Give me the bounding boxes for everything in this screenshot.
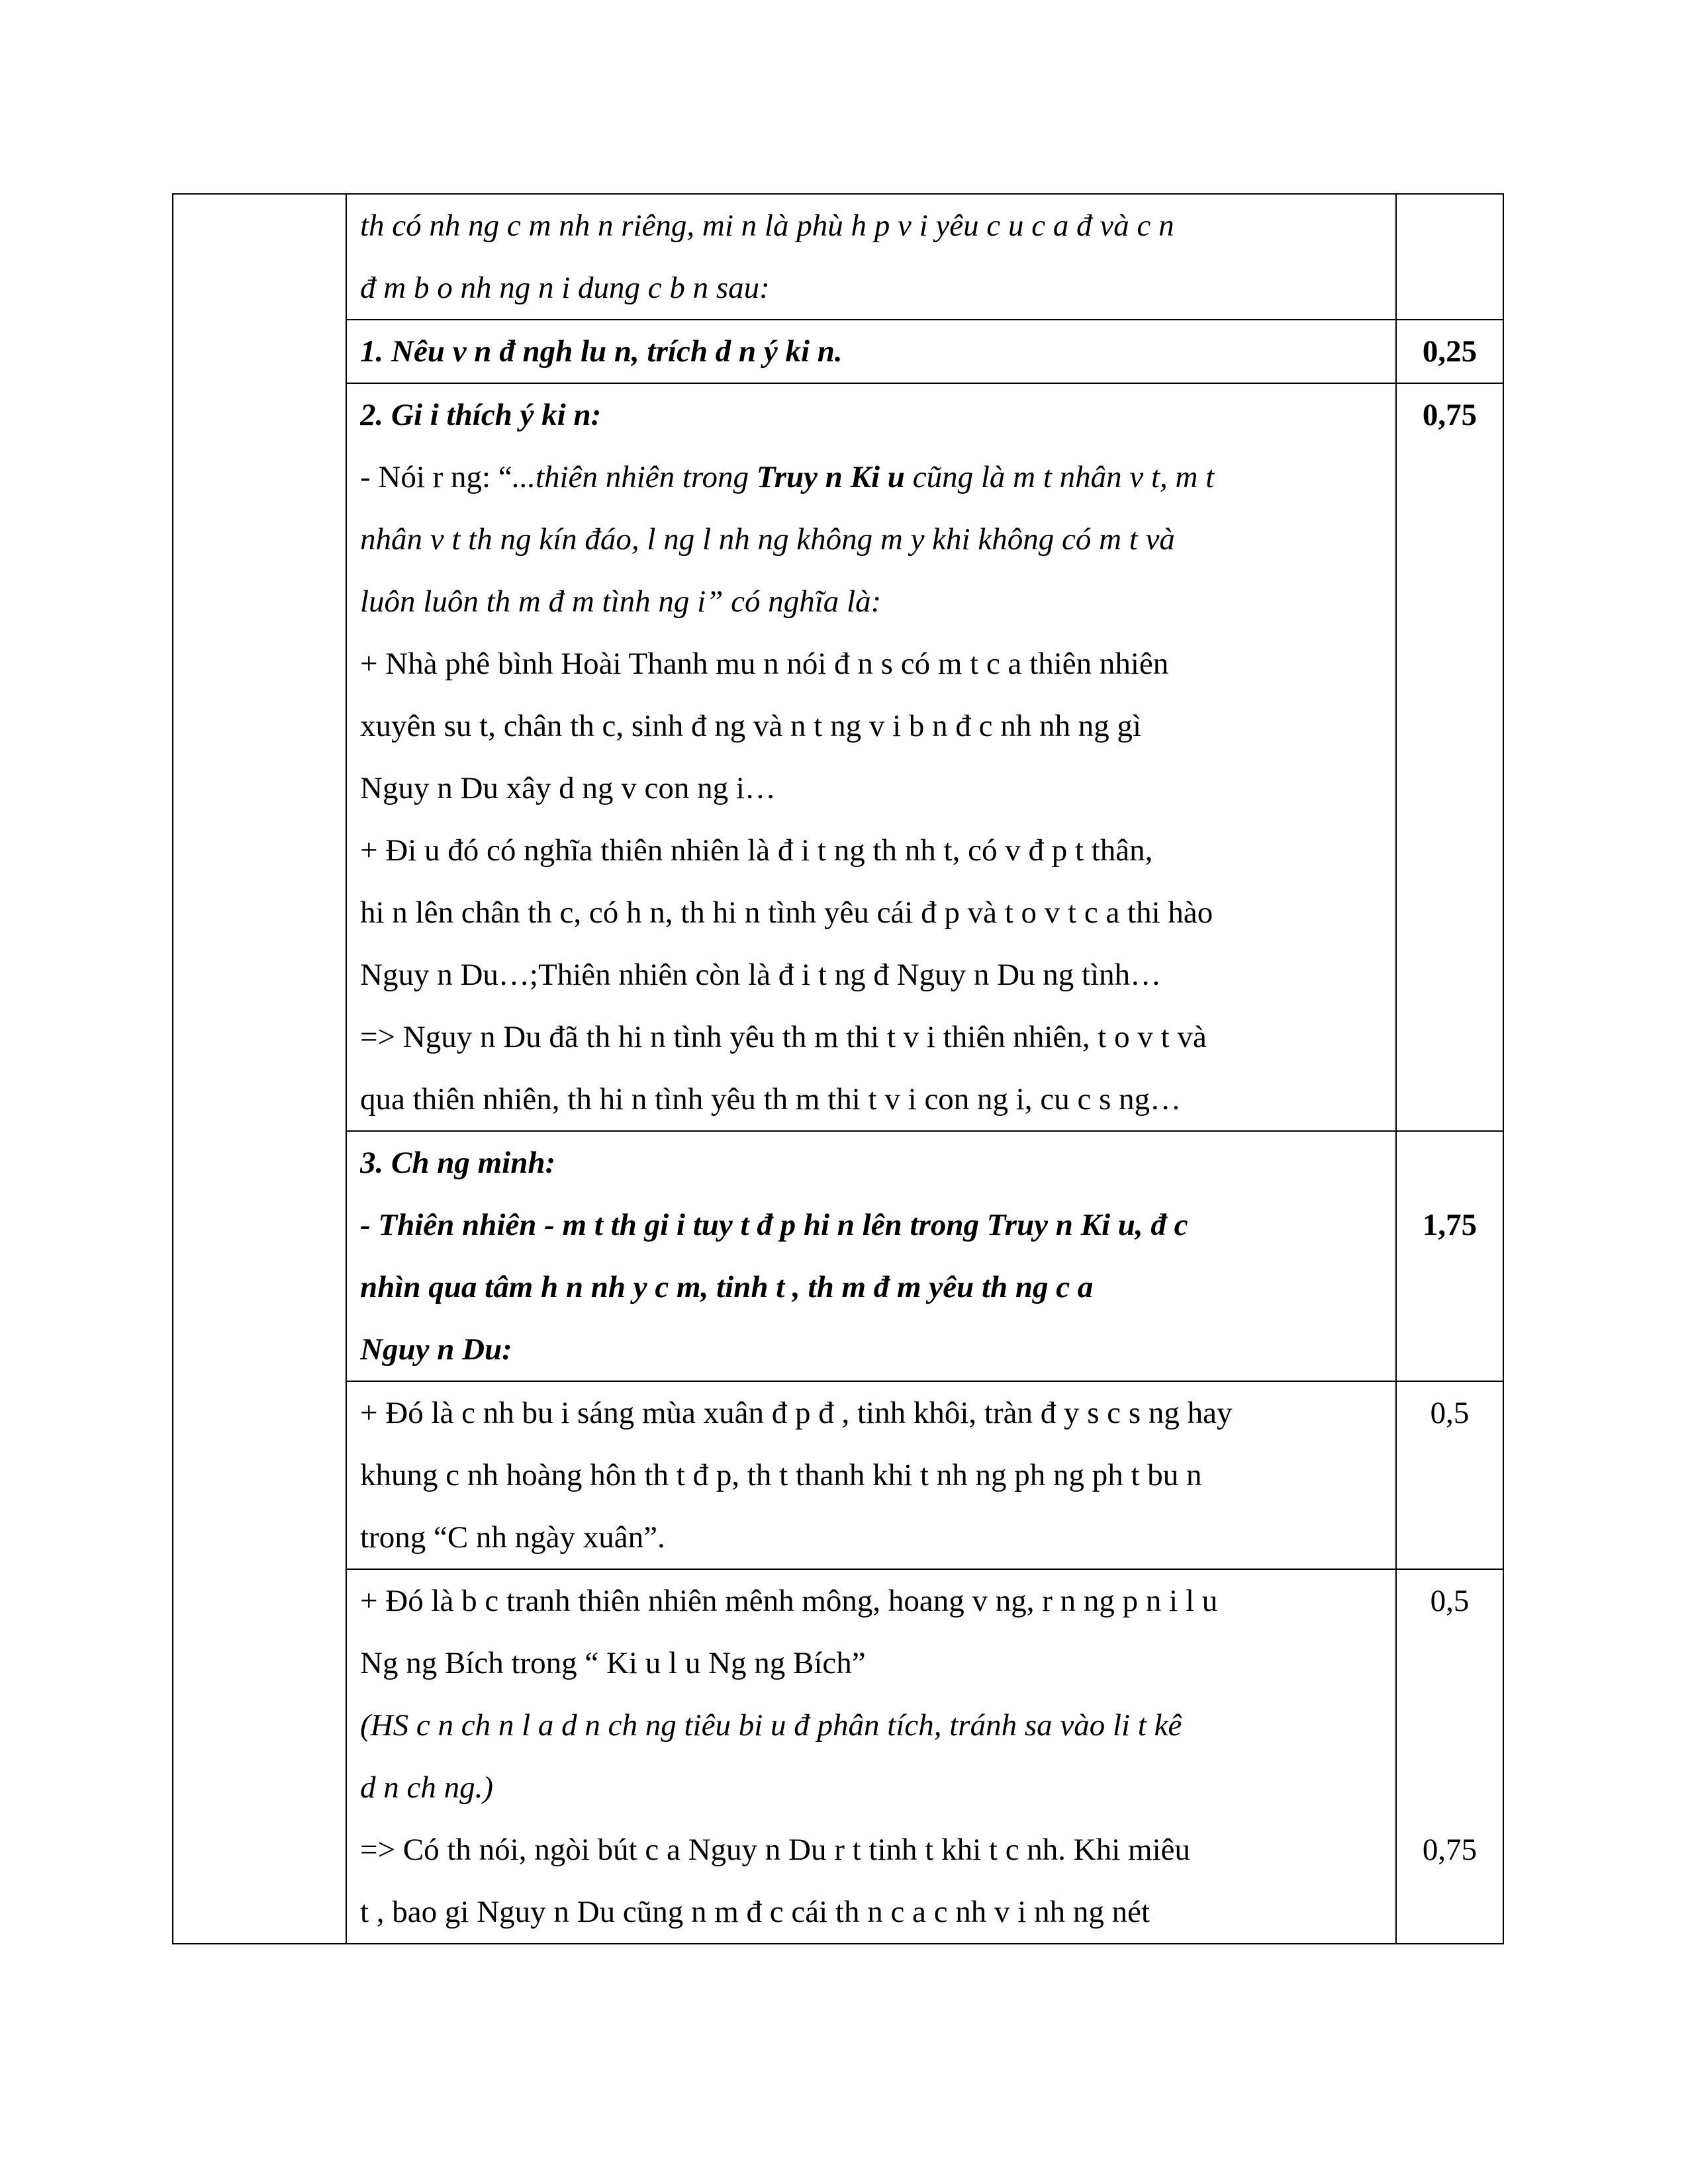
section-heading: 3. Ch ng minh: (360, 1146, 556, 1180)
text-line: Nguy n Du…;Thiên nhiên còn là đ i t ng đ Nguy n Du ng tình… (360, 958, 1162, 992)
text-line: t , bao gi Nguy n Du cũng n m đ c cái th n c a c nh v i nh ng nét (360, 1895, 1150, 1929)
grading-table (172, 193, 1504, 1944)
score-cell (1396, 320, 1503, 383)
point-cell (346, 1569, 1396, 1944)
text-line: - Thiên nhiên - m t th gi i tuy t đ p hi n lên trong Truy n Ki u, đ c (360, 1208, 1188, 1242)
text-line: xuyên su t, chân th c, sinh đ ng và n t ng v i b n đ c nh nh ng gì (360, 709, 1142, 743)
quote-line (360, 446, 1381, 508)
section-2-cell (346, 383, 1396, 1131)
score-value: 0,5 (1430, 1396, 1470, 1430)
section-heading: 1. Nêu v n đ ngh lu n, trích d n ý ki n. (360, 334, 843, 369)
text-line: qua thiên nhiên, th hi n tình yêu th m thi t v i con ng i, cu c s ng… (360, 1082, 1182, 1116)
quote-prefix: - Nói r ng: “ (360, 460, 512, 494)
score-cell (1396, 1381, 1503, 1569)
table-row (173, 194, 1503, 320)
text-line: th có nh ng c m nh n riêng, mi n là phù h p v i yêu c u c a đ và c n (360, 208, 1174, 243)
text-line: Nguy n Du: (360, 1332, 512, 1367)
text-line: khung c nh hoàng hôn th t đ p, th t thanh khi t nh ng ph ng ph t bu n (360, 1458, 1202, 1492)
quote-text: cũng là m t nhân v t, m t (904, 460, 1215, 494)
table-row (173, 383, 1503, 1131)
intro-cell (346, 194, 1396, 320)
section-1-cell (346, 320, 1396, 383)
quote-title: Truy n Ki u (756, 460, 905, 494)
table-row (173, 1381, 1503, 1569)
text-line: => Có th nói, ngòi bút c a Nguy n Du r t tinh t khi t c nh. Khi miêu (360, 1833, 1191, 1867)
text-line: + Nhà phê bình Hoài Thanh mu n nói đ n s có m t c a thiên nhiên (360, 647, 1169, 681)
text-line: + Đó là b c tranh thiên nhiên mênh mông, hoang v ng, r n ng p n i l u (360, 1584, 1218, 1618)
score-value: 1,75 (1422, 1208, 1477, 1242)
score-value: 0,75 (1422, 1833, 1477, 1867)
score-cell (1396, 1131, 1503, 1381)
text-line: nhìn qua tâm h n nh y c m, tinh t , th m đ m yêu th ng c a (360, 1270, 1094, 1304)
text-line: Ng ng Bích trong “ Ki u l u Ng ng Bích” (360, 1646, 866, 1680)
score-value: 0,5 (1430, 1584, 1470, 1618)
table-row (173, 1131, 1503, 1381)
text-line: nhân v t th ng kín đáo, l ng l nh ng không m y khi không có m t và (360, 522, 1175, 557)
left-empty-column (173, 194, 346, 1944)
text-line: (HS c n ch n l a d n ch ng tiêu bi u đ phân tích, tránh sa vào li t kê (360, 1708, 1182, 1743)
text-line: + Đi u đó có nghĩa thiên nhiên là đ i t ng th nh t, có v đ p t thân, (360, 833, 1153, 868)
text-line: hi n lên chân th c, có h n, th hi n tình yêu cái đ p và t o v t c a thi hào (360, 895, 1213, 930)
text-line: + Đó là c nh bu i sáng mùa xuân đ p đ , tinh khôi, tràn đ y s c s ng hay (360, 1396, 1233, 1430)
text-line: Nguy n Du xây d ng v con ng i… (360, 771, 776, 805)
point-cell (346, 1381, 1396, 1569)
score-cell (1396, 194, 1503, 320)
section-heading: 2. Gi i thích ý ki n: (360, 398, 602, 432)
score-cell (1396, 383, 1503, 1131)
text-line: => Nguy n Du đã th hi n tình yêu th m thi t v i thiên nhiên, t o v t và (360, 1020, 1207, 1054)
text-line: đ m b o nh ng n i dung c b n sau: (360, 271, 770, 305)
score-value: 0,25 (1422, 334, 1477, 369)
text-line: d n ch ng.) (360, 1770, 494, 1805)
table-row (173, 320, 1503, 383)
score-cell (1396, 1569, 1503, 1944)
section-3-cell (346, 1131, 1396, 1381)
quote-text: ...thiên nhiên trong (512, 460, 757, 494)
table-row (173, 1569, 1503, 1944)
text-line: trong “C nh ngày xuân”. (360, 1520, 665, 1555)
text-line: luôn luôn th m đ m tình ng i” có nghĩa là: (360, 584, 882, 619)
score-value: 0,75 (1422, 398, 1477, 432)
